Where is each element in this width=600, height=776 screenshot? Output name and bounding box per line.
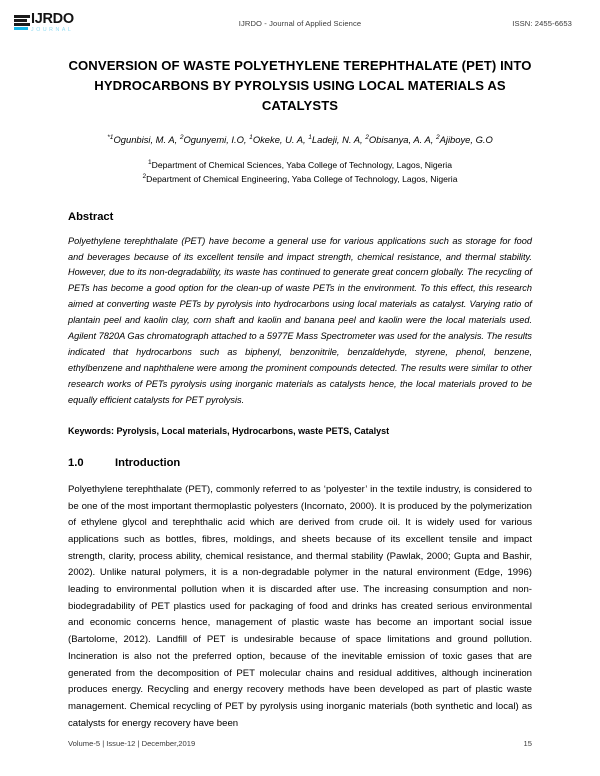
issn-header: ISSN: 2455-6653	[512, 19, 572, 28]
issue-info: Volume-5 | Issue-12 | December,2019	[68, 739, 196, 748]
page-running-head	[0, 12, 600, 46]
introduction-number: 1.0	[68, 456, 84, 469]
journal-name-header: IJRDO - Journal of Applied Science	[238, 19, 362, 28]
article-title: CONVERSION OF WASTE POLYETHYLENE TEREPHTHALATE (PET) INTO HYDROCARBONS BY PYROLYSIS USING LOCAL MATERIALS AS CATALYSTS	[68, 58, 532, 113]
page-footer	[68, 739, 532, 748]
abstract-heading: Abstract	[68, 210, 114, 223]
affiliation-list	[68, 159, 532, 187]
author-list: $^{*1}$Ogunbisi, M. A, $^2$Ogunyemi, I.O, $^1$Okeke, U. A, $^1$Ladeji, N. A, $^2$Obisanya, A. A, $^2$Ajiboye, G.O	[107, 133, 493, 145]
affiliation-2: $^2$Department of Chemical Engineering, Yaba College of Technology, Lagos, Nigeria	[142, 172, 458, 184]
introduction-heading	[68, 457, 532, 469]
affiliation-1: $^1$Department of Chemical Sciences, Yaba College of Technology, Lagos, Nigeria	[148, 158, 452, 170]
journal-logo-subtitle: JOURNAL	[31, 27, 74, 33]
article-content	[68, 56, 532, 742]
page-number: 15	[523, 739, 532, 748]
keywords-line: Keywords: Pyrolysis, Local materials, Hydrocarbons, waste PETS, Catalyst	[68, 425, 390, 436]
abstract-text: Polyethylene terephthalate (PET) have become a general use for various applications such as storage for food and beverages because of its excellent tensile and impact strength, chemical resistance, and thermal stability. However, due to its non-degradability, its waste has continued to generate great concern globally. The recycling of PETs has become a good option for the clean-up of waste PETs in the environment. To this effect, this research aimed at converting waste PETs by pyrolysis into hydrocarbons using local materials as catalyst. Varying ratio of plantain peel and kaolin clay, corn shaft and kaolin and banana peel and kaolin were the local materials used. Agilent 7820A Gas chromatograph attached to a 5977E Mass Spectrometer was used for the analysis. The results indicated that hydrocarbons such as biphenyl, benzonitrile, benzaldehyde, styrene, phenol, benzene, ethylbenzene and naphthalene were among the prominent compounds detected. The results were similar to other research works of PETs pyrolysis using inorganic materials as catalysts hence, the local materials proved to be equally efficient catalysts for PET pyrolysis.	[68, 235, 532, 405]
journal-logo-name: IJRDO	[31, 11, 74, 27]
introduction-title: Introduction	[115, 456, 181, 469]
introduction-text: Polyethylene terephthalate (PET), commonly referred to as ‘polyester’ in the textile industry, is considered to be one of the most important thermoplastic polyesters (Incornato, 2000). It is produced by the polymerization of ethylene glycol and terephthalic acid which are derived from crude oil. It is widely used for various applications such as bottles, fibres, moldings, and sheets because of its excellent tensile and impact strength, clarity, process ability, chemical resistance, and thermal stability (Pawlak, 2000; Gupta and Bashir, 2002). Unlike natural polymers, it is a non-degradable polymer in the natural environment (Edge, 1996) leading to environmental pollution when it is discarded after use. The increasing consumption and non-biodegradability of PET plastics used for packaging of food and drinks has created serious environmental and economic concerns hence, management of plastic waste has become an important social issue (Bartolome, 2012). Landfill of PET is undesirable because of space limitations and ground pollution. Incineration is also not the preferred option, because of the inevitable emission of toxic gases that are generated from the decomposition of PET molecular chains and residual additives, although incineration produces energy. Recycling and energy recovery methods have been developed as part of plastic waste management. Chemical recycling of PET by pyrolysis using inorganic materials (both synthetic and local) as catalysts for energy recovery have been	[68, 483, 532, 729]
